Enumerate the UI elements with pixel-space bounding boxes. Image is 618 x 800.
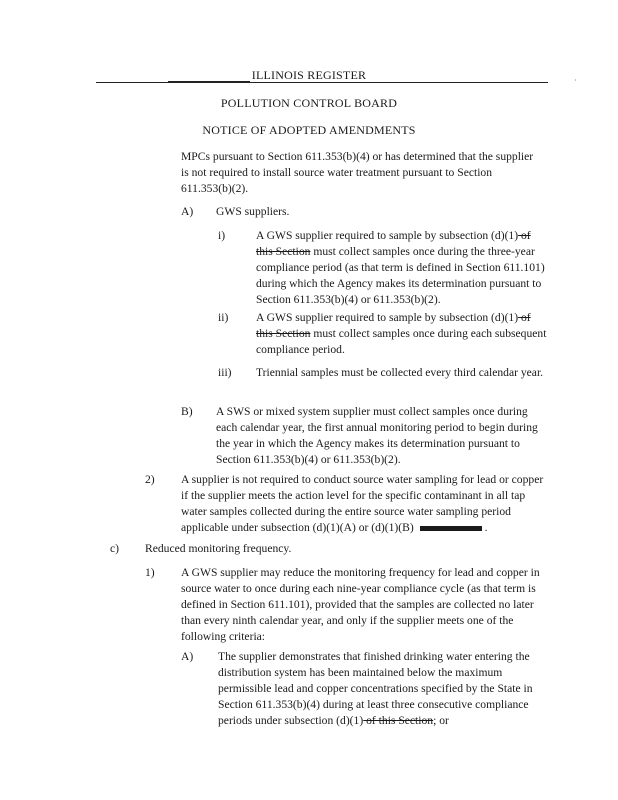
item-c-title: Reduced monitoring frequency. — [145, 542, 292, 555]
item-c-label: c) — [110, 542, 120, 555]
item-2-text: A supplier is not required to conduct source water sampling for lead or copper if the supplier meets the action level for the specific contaminant in all tap water samples collected during the entire source water sampling period applicable under subsection (d)(1)(A) or (d)(1)(B) . — [181, 473, 544, 534]
item-a-ii-label: ii) — [218, 311, 229, 324]
item-b-text: A SWS or mixed system supplier must collect samples once during each calendar year, the first annual monitoring period to begin during the year in which the Agency makes its determination pursuant to Section 611.353(b)(4) or 611.353(b)(2). — [216, 405, 538, 466]
item-c1-a-label: A) — [181, 650, 194, 663]
item-a-ii-post: must collect samples once during each subsequent compliance period. — [256, 327, 547, 356]
item-a-i-text — [256, 228, 550, 308]
page-mark: · — [574, 76, 577, 85]
item-a-iii-label: iii) — [218, 366, 232, 379]
item-a-ii-strike: of this Section — [256, 311, 531, 340]
intro-paragraph: MPCs pursuant to Section 611.353(b)(4) or has determined that the supplier is not required to install source water treatment pursuant to Section 611.353(b)(2). — [181, 150, 534, 195]
notice-title: NOTICE OF ADOPTED AMENDMENTS — [202, 123, 416, 137]
item-a-iii-text: Triennial samples must be collected every third calendar year. — [256, 366, 544, 379]
item-a-title: GWS suppliers. — [216, 205, 290, 218]
item-c1-label: 1) — [145, 566, 155, 579]
item-c1-a-pre: The supplier demonstrates that finished drinking water entering the distribution system has been maintained below the maximum permissible lead and copper concentrations specified by the State in Section 611.353(b)(4) during at least three consecutive compliance periods under subsection (d)(1) — [218, 650, 533, 727]
item-a-i-pre: A GWS supplier required to sample by subsection (d)(1) — [256, 229, 519, 242]
item-a-i-strike: of this Section — [256, 229, 531, 258]
item-a-label: A) — [181, 205, 194, 218]
item-c1-text: A GWS supplier may reduce the monitoring frequency for lead and copper in source water to once during each nine-year compliance cycle (as that term is defined in Section 611.101), provided that the samples are collected no later than every ninth calendar year, and only if the supplier meets one of the following criteria: — [181, 566, 540, 643]
item-2-body: A supplier is not required to conduct source water sampling for lead or copper if the supplier meets the action level for the specific contaminant in all tap water samples collected during the entire source water sampling period applicable under subsection (d)(1)(A) or (d)(1)(B) — [181, 473, 544, 534]
item-a-ii-pre: A GWS supplier required to sample by subsection (d)(1) — [256, 311, 519, 324]
board-title: POLLUTION CONTROL BOARD — [220, 96, 398, 110]
item-2-label: 2) — [145, 473, 155, 486]
redaction-mark — [420, 526, 482, 531]
item-a-ii-text — [256, 310, 550, 358]
item-b-label: B) — [181, 405, 193, 418]
item-a-i-post: must collect samples once during the three-year compliance period (as that term is defined in Section 611.101) during which the Agency makes its determination pursuant to Section 611.353(b)(4) or 611.353(b)(2). — [256, 245, 545, 306]
item-a-i-label: i) — [218, 229, 226, 242]
item-c1-a-post: ; or — [433, 714, 449, 727]
register-title: ILLINOIS REGISTER — [251, 68, 367, 82]
item-c1-a-text — [218, 649, 550, 729]
item-c1-a-strike: of this Section — [363, 714, 434, 727]
